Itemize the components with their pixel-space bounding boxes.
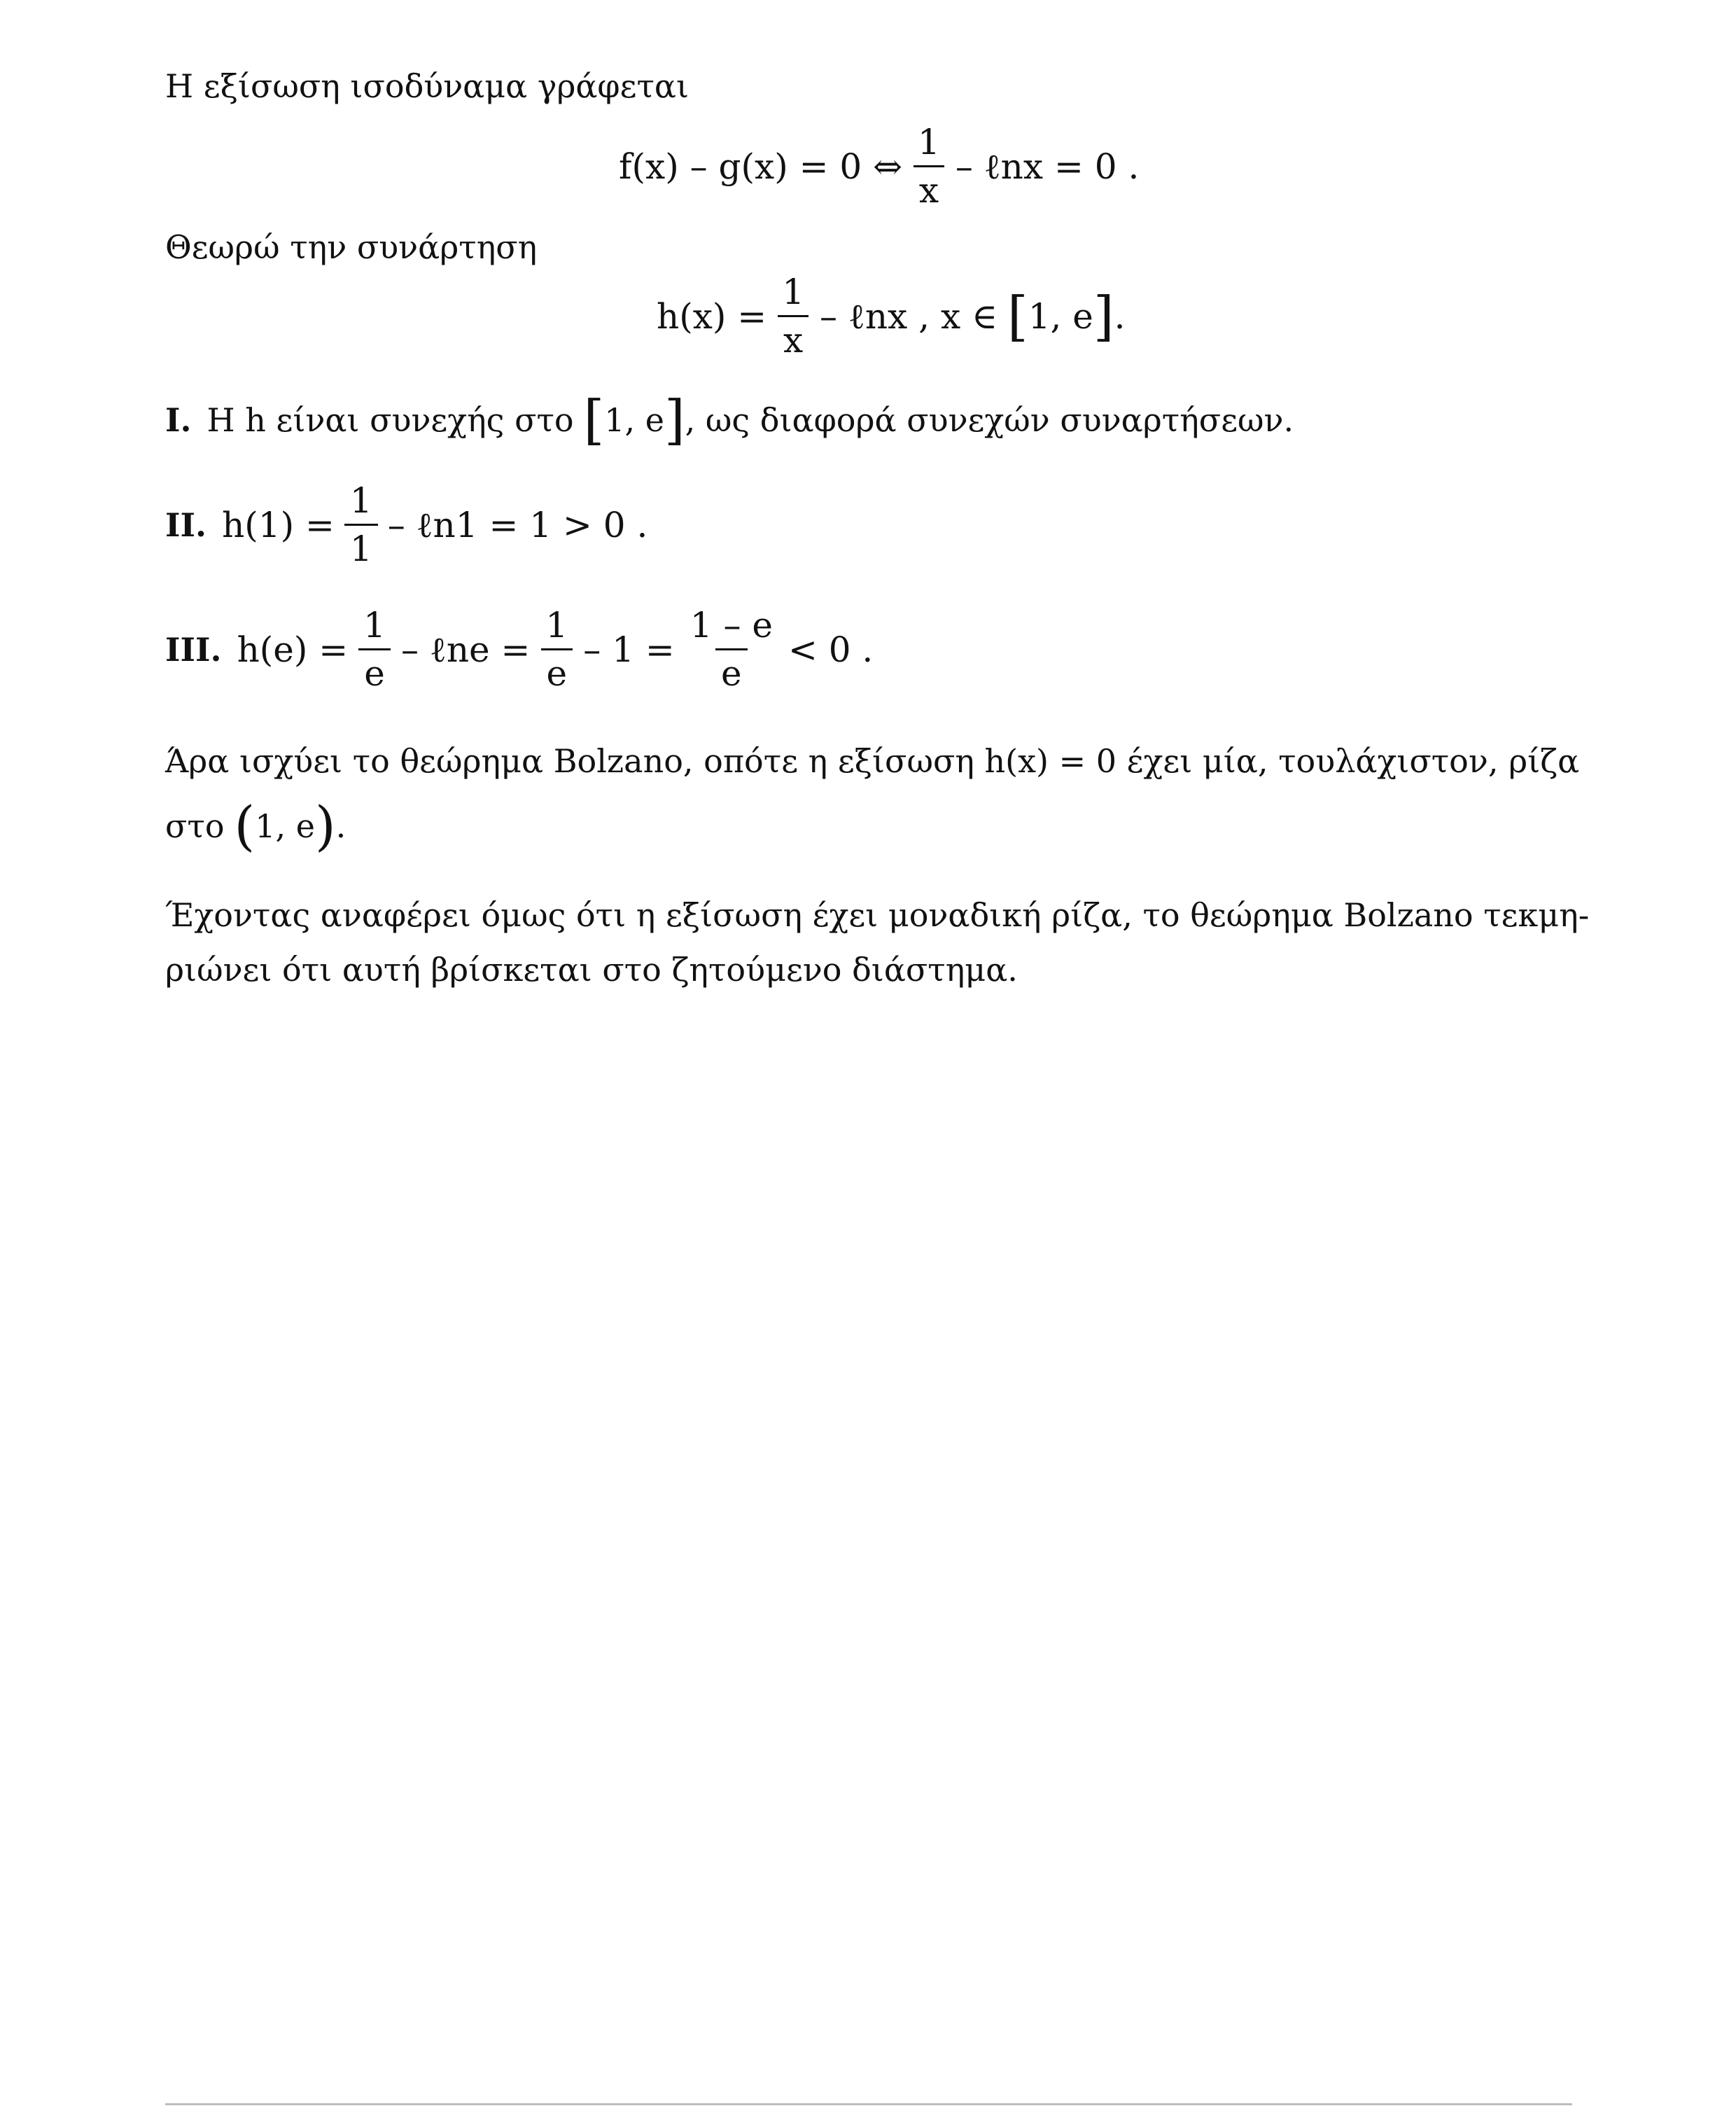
item2-numerator: 1: [349, 480, 372, 521]
item3-f2-numerator: 1: [545, 605, 568, 646]
item2-fraction: [344, 480, 378, 569]
para1-interval: 1, e: [255, 807, 315, 845]
equation-2: [657, 272, 1126, 361]
footer-rule: [165, 2103, 1572, 2105]
para1-line2-b: .: [335, 807, 346, 845]
item3-f2-denominator: e: [541, 648, 573, 691]
para1-line1: Άρα ισχύει το θεώρημα Bolzano, οπότε η εξίσωση h(x) = 0 έχει μία, τουλάχιστον, ρίζα: [165, 742, 1580, 780]
item3-f1-denominator: e: [358, 648, 391, 691]
item3-mid-1: – ℓne =: [400, 629, 531, 670]
eq1-fraction: [912, 122, 946, 211]
item3-f3-denominator: e: [715, 648, 748, 691]
item3-f3-numerator: 1 – e: [690, 605, 773, 646]
item3-mid-2: – 1 =: [583, 629, 675, 670]
eq2-left: h(x) =: [657, 295, 767, 337]
eq2-fraction: [776, 272, 810, 361]
para1-left-paren: (: [234, 795, 255, 857]
item1-interval: 1, e: [604, 401, 664, 439]
eq2-mid: – ℓnx , x ∈: [820, 295, 998, 337]
para2-line1: Έχοντας αναφέρει όμως ότι η εξίσωση έχει μοναδική ρίζα, το θεώρημα Bolzano τεκμη-: [165, 896, 1590, 934]
eq1-numerator: 1: [918, 122, 940, 162]
equation-1: [619, 122, 1140, 211]
item1-label: I.: [165, 401, 192, 439]
item2-label: II.: [165, 505, 207, 544]
item3-fraction-3: [685, 605, 778, 694]
item3-fraction-1: [358, 605, 391, 694]
eq2-interval: 1, e: [1028, 295, 1093, 337]
item3-label: III.: [165, 630, 222, 669]
para2-line2: ριώνει ότι αυτή βρίσκεται στο ζητούμενο διάστημα.: [165, 951, 1018, 989]
eq2-denominator: x: [778, 315, 808, 358]
item3-fraction-2: [540, 605, 573, 694]
item-3: [165, 605, 874, 694]
item-1: [165, 389, 1294, 451]
intro-text: Η εξίσωση ισοδύναμα γράφεται: [165, 67, 690, 105]
eq1-left: f(x) – g(x) = 0 ⇔: [619, 146, 903, 187]
item2-left: h(1) =: [222, 504, 335, 545]
item1-right-bracket: ]: [664, 389, 685, 451]
eq2-left-bracket: [: [1007, 284, 1028, 347]
eq2-numerator: 1: [782, 272, 805, 312]
item3-left: h(e) =: [237, 629, 349, 670]
consider-text: Θεωρώ την συνάρτηση: [165, 228, 538, 266]
item1-text-a: Η h είναι συνεχής στο: [206, 401, 574, 439]
eq2-right-bracket: ]: [1093, 284, 1114, 347]
para1-line2: [165, 795, 346, 857]
item1-left-bracket: [: [583, 389, 605, 451]
eq2-end: .: [1114, 295, 1126, 337]
eq1-right: – ℓnx = 0 .: [955, 146, 1140, 187]
eq1-denominator: x: [913, 165, 944, 208]
item2-denominator: 1: [344, 524, 378, 566]
para1-right-paren: ): [314, 795, 336, 857]
item3-f1-numerator: 1: [363, 605, 386, 646]
item-2: [165, 480, 648, 569]
item1-text-b: , ως διαφορά συνεχών συναρτήσεων.: [685, 401, 1294, 439]
item3-right: < 0 .: [788, 629, 874, 670]
para1-line2-a: στο: [165, 807, 225, 845]
item2-right: – ℓn1 = 1 > 0 .: [387, 504, 648, 545]
